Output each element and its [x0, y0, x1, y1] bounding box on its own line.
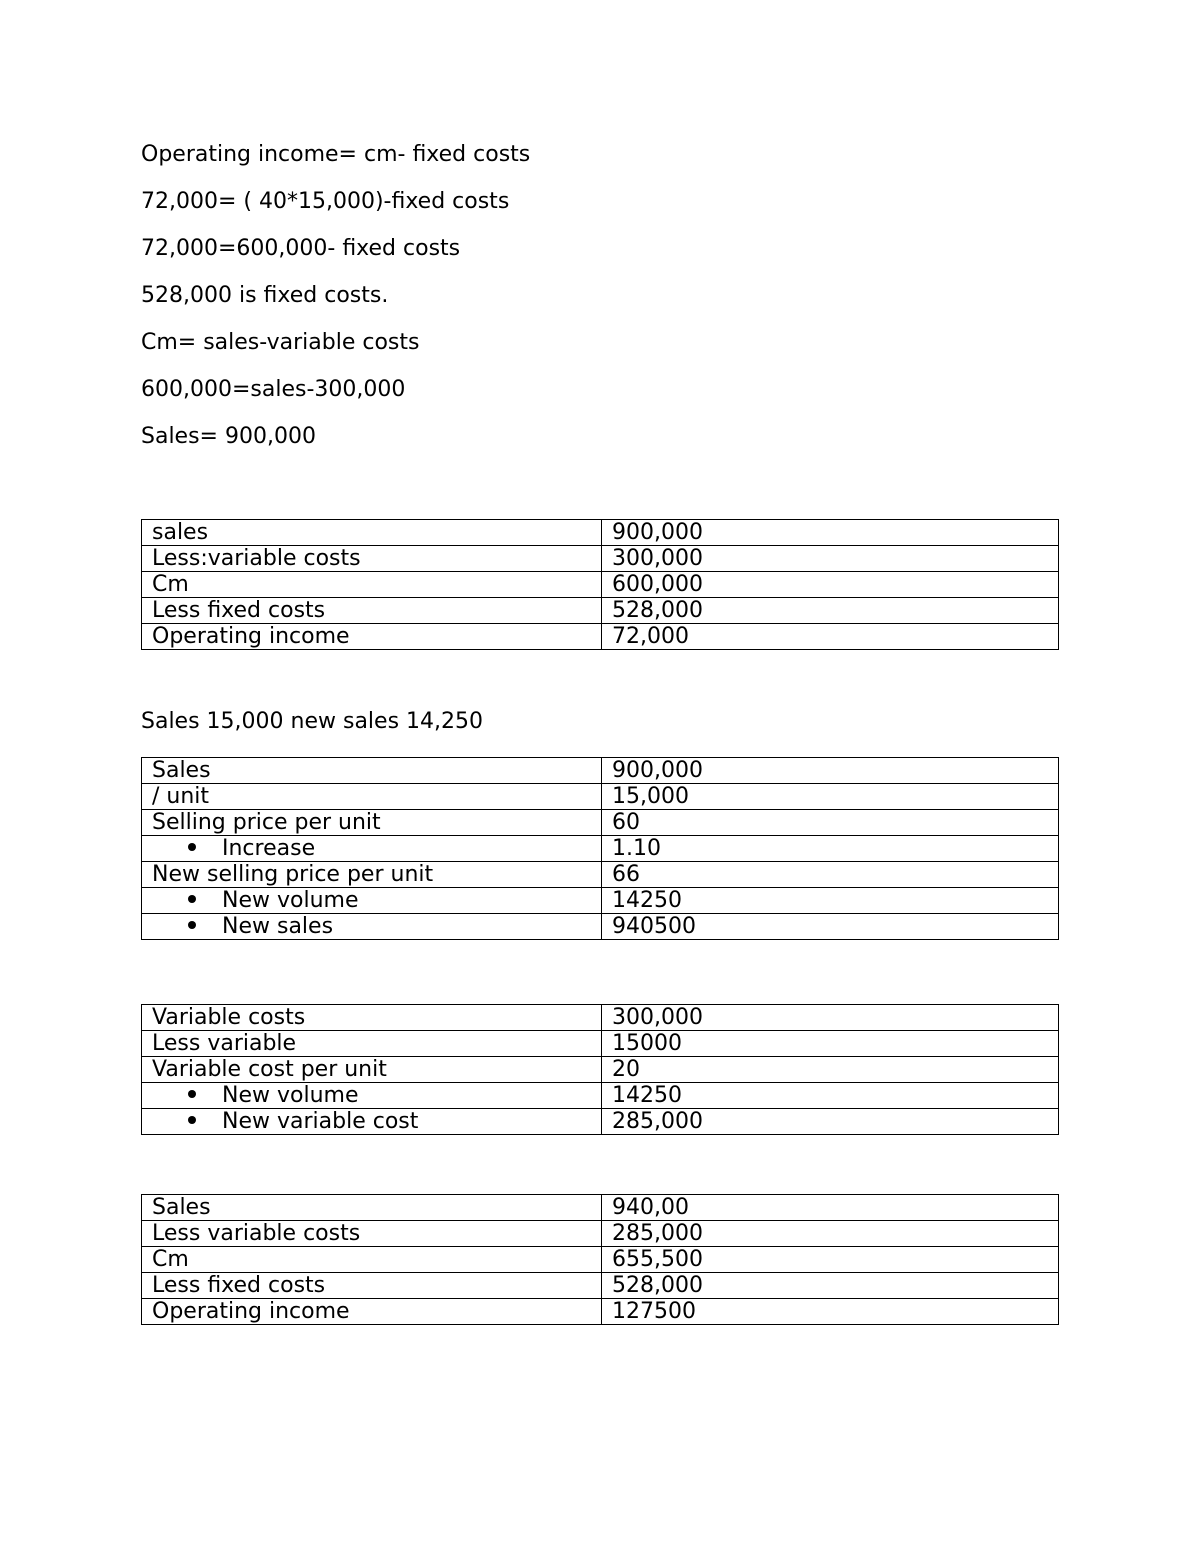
table-row	[142, 758, 1059, 784]
bullet-icon	[188, 1090, 196, 1098]
table-row	[142, 914, 1059, 940]
table-row	[142, 1031, 1059, 1057]
row-label: Less fixed costs	[142, 1273, 602, 1299]
row-value: 940500	[602, 914, 1059, 940]
row-label: Cm	[142, 1247, 602, 1273]
bullet-icon	[188, 921, 196, 929]
variable-costs-table	[141, 1004, 1059, 1135]
row-value: 72,000	[602, 624, 1059, 650]
note-line: Operating income= cm- fixed costs	[141, 142, 531, 167]
table-row	[142, 888, 1059, 914]
table-row	[142, 784, 1059, 810]
row-value: 528,000	[602, 598, 1059, 624]
table-row	[142, 1299, 1059, 1325]
row-value: 15,000	[602, 784, 1059, 810]
row-label: sales	[142, 520, 602, 546]
row-label: Sales	[142, 1195, 602, 1221]
note-line: 600,000=sales-300,000	[141, 377, 406, 402]
row-label: Less fixed costs	[142, 598, 602, 624]
row-label: New variable cost	[222, 1109, 419, 1134]
row-label: Variable costs	[142, 1005, 602, 1031]
note-line: 72,000=600,000- fixed costs	[141, 236, 461, 261]
table-row	[142, 862, 1059, 888]
bullet-icon	[188, 1116, 196, 1124]
income-statement-table	[141, 519, 1059, 650]
row-label: New selling price per unit	[142, 862, 602, 888]
row-label: Variable cost per unit	[142, 1057, 602, 1083]
row-label: Operating income	[142, 1299, 602, 1325]
row-label: / unit	[142, 784, 602, 810]
table-row	[142, 836, 1059, 862]
row-value: 655,500	[602, 1247, 1059, 1273]
row-label: Less variable costs	[142, 1221, 602, 1247]
table-row	[142, 624, 1059, 650]
note-line: 72,000= ( 40*15,000)-fixed costs	[141, 189, 510, 214]
row-value: 285,000	[602, 1221, 1059, 1247]
bulleted-row-label	[142, 1109, 602, 1135]
bulleted-row-label	[142, 1083, 602, 1109]
table-row	[142, 572, 1059, 598]
table-row	[142, 520, 1059, 546]
row-value: 528,000	[602, 1273, 1059, 1299]
table-row	[142, 1083, 1059, 1109]
table-row	[142, 1057, 1059, 1083]
note-line: 528,000 is fixed costs.	[141, 283, 389, 308]
bulleted-row-label	[142, 836, 602, 862]
row-label: New sales	[222, 914, 334, 939]
table-row	[142, 1195, 1059, 1221]
bulleted-row-label	[142, 888, 602, 914]
row-value: 14250	[602, 1083, 1059, 1109]
note-line: Sales= 900,000	[141, 424, 316, 449]
table-row	[142, 1109, 1059, 1135]
table-row	[142, 1005, 1059, 1031]
row-label: New volume	[222, 1083, 359, 1108]
row-label: Less:variable costs	[142, 546, 602, 572]
row-value: 300,000	[602, 1005, 1059, 1031]
bullet-icon	[188, 895, 196, 903]
row-value: 300,000	[602, 546, 1059, 572]
table-row	[142, 810, 1059, 836]
row-label: Sales	[142, 758, 602, 784]
note-line: Cm= sales-variable costs	[141, 330, 420, 355]
row-value: 127500	[602, 1299, 1059, 1325]
table-row	[142, 1221, 1059, 1247]
row-value: 60	[602, 810, 1059, 836]
section-heading: Sales 15,000 new sales 14,250	[141, 709, 484, 734]
row-label: Selling price per unit	[142, 810, 602, 836]
row-value: 900,000	[602, 758, 1059, 784]
row-value: 600,000	[602, 572, 1059, 598]
row-value: 66	[602, 862, 1059, 888]
row-label: Operating income	[142, 624, 602, 650]
table-row	[142, 546, 1059, 572]
row-value: 20	[602, 1057, 1059, 1083]
row-label: Less variable	[142, 1031, 602, 1057]
row-value: 900,000	[602, 520, 1059, 546]
table-row	[142, 1247, 1059, 1273]
row-value: 285,000	[602, 1109, 1059, 1135]
row-label: Cm	[142, 572, 602, 598]
row-label: New volume	[222, 888, 359, 913]
table-row	[142, 598, 1059, 624]
sales-calculation-table	[141, 757, 1059, 940]
new-income-statement-table	[141, 1194, 1059, 1325]
row-value: 15000	[602, 1031, 1059, 1057]
row-value: 940,00	[602, 1195, 1059, 1221]
bulleted-row-label	[142, 914, 602, 940]
table-row	[142, 1273, 1059, 1299]
row-value: 14250	[602, 888, 1059, 914]
row-label: Increase	[222, 836, 316, 861]
row-value: 1.10	[602, 836, 1059, 862]
bullet-icon	[188, 843, 196, 851]
